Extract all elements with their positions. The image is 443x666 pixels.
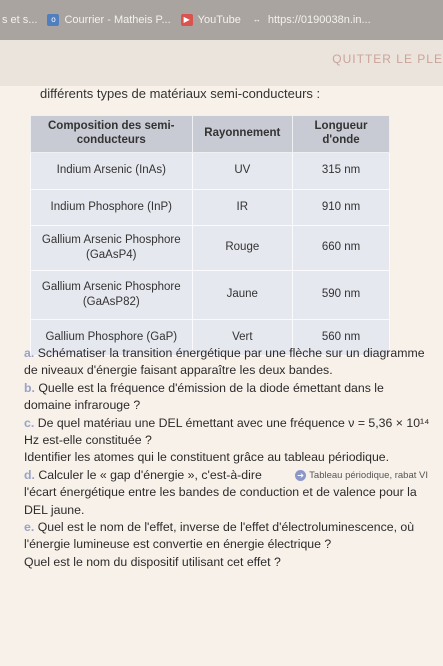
table-cell: 660 nm: [293, 225, 390, 270]
questions-block: [24, 345, 432, 571]
reader-toolbar: [0, 40, 443, 86]
semiconductor-table: [30, 115, 390, 356]
table-header-row: [31, 116, 390, 153]
periodic-table-reference[interactable]: [295, 467, 428, 484]
link-icon: ↔: [252, 15, 261, 24]
table-cell: 315 nm: [293, 152, 390, 189]
arrow-icon: ➔: [295, 470, 306, 481]
question-c: [24, 415, 432, 450]
question-a: [24, 345, 432, 380]
table-cell: 590 nm: [293, 270, 390, 319]
table-row: [31, 189, 390, 225]
mail-icon: o: [47, 14, 59, 26]
bookmark-url[interactable]: [251, 14, 371, 26]
bookmark-youtube[interactable]: [181, 14, 241, 26]
section-heading: différents types de matériaux semi-conducteurs :: [40, 86, 321, 101]
bookmark-label: Courrier - Matheis P...: [64, 14, 171, 26]
bookmarks-bar: [0, 0, 443, 40]
question-marker: a.: [24, 346, 35, 360]
question-text: Quel est le nom du dispositif utilisant cet effet ?: [24, 554, 281, 569]
bookmark-courrier[interactable]: [47, 14, 170, 26]
question-marker: c.: [24, 415, 35, 430]
table-cell: Gallium Arsenic Phosphore (GaAsP4): [31, 225, 193, 270]
question-text: Identifier les atomes qui le constituent grâce au tableau périodique.: [24, 450, 390, 465]
reference-text: Tableau périodique, rabat VI: [309, 469, 428, 481]
table-row: [31, 152, 390, 189]
table-cell: Vert: [192, 319, 293, 355]
question-e-followup: [24, 554, 432, 571]
table-cell: UV: [192, 152, 293, 189]
question-b: [24, 380, 432, 415]
table-cell: 560 nm: [293, 319, 390, 355]
bookmark-label: YouTube: [197, 14, 241, 26]
bookmark-label: s et s...: [2, 14, 38, 26]
question-text: De quel matériau une DEL émettant avec une fréquence ν = 5,36 × 10¹⁴ Hz est-elle constituée ?: [24, 415, 430, 448]
table-cell: Gallium Phosphore (GaP): [31, 319, 193, 355]
column-header-composition: Composition des semi-conducteurs: [31, 116, 193, 153]
question-text: Quelle est la fréquence d'émission de la diode émettant dans le domaine infrarouge ?: [24, 380, 384, 413]
question-e: [24, 519, 432, 554]
question-marker: d.: [24, 467, 35, 482]
question-marker: e.: [24, 520, 35, 535]
table-cell: Indium Arsenic (InAs): [31, 152, 193, 189]
table-cell: IR: [192, 189, 293, 225]
table-cell: 910 nm: [293, 189, 390, 225]
table-cell: Jaune: [192, 270, 293, 319]
column-header-longueur: Longueur d'onde: [293, 116, 390, 153]
youtube-icon: ▶: [181, 14, 193, 26]
question-text: Quel est le nom de l'effet, inverse de l'effet d'électroluminescence, où l'énergie lumineuse est convertie en énergie électrique ?: [24, 520, 415, 552]
question-text: Calculer le « gap d'énergie », c'est-à-dire l'écart énergétique entre les bandes de conduction et de valence pour la DEL jaune.: [24, 467, 417, 517]
quit-button[interactable]: QUITTER LE PLE: [332, 52, 443, 66]
bookmark-label: https://0190038n.in...: [267, 14, 371, 26]
table-cell: Rouge: [192, 225, 293, 270]
bookmark-partial[interactable]: [2, 14, 37, 26]
question-c-followup: [24, 449, 432, 481]
table-cell: Indium Phosphore (InP): [31, 189, 193, 225]
table-row: [31, 270, 390, 319]
question-marker: b.: [24, 380, 35, 395]
table-cell: Gallium Arsenic Phosphore (GaAsP82): [31, 270, 193, 319]
column-header-rayonnement: Rayonnement: [192, 116, 293, 153]
question-text: Schématiser la transition énergétique par une flèche sur un diagramme de niveaux d'énergie faisant apparaître les deux bandes.: [24, 346, 425, 378]
table-row: [31, 225, 390, 270]
